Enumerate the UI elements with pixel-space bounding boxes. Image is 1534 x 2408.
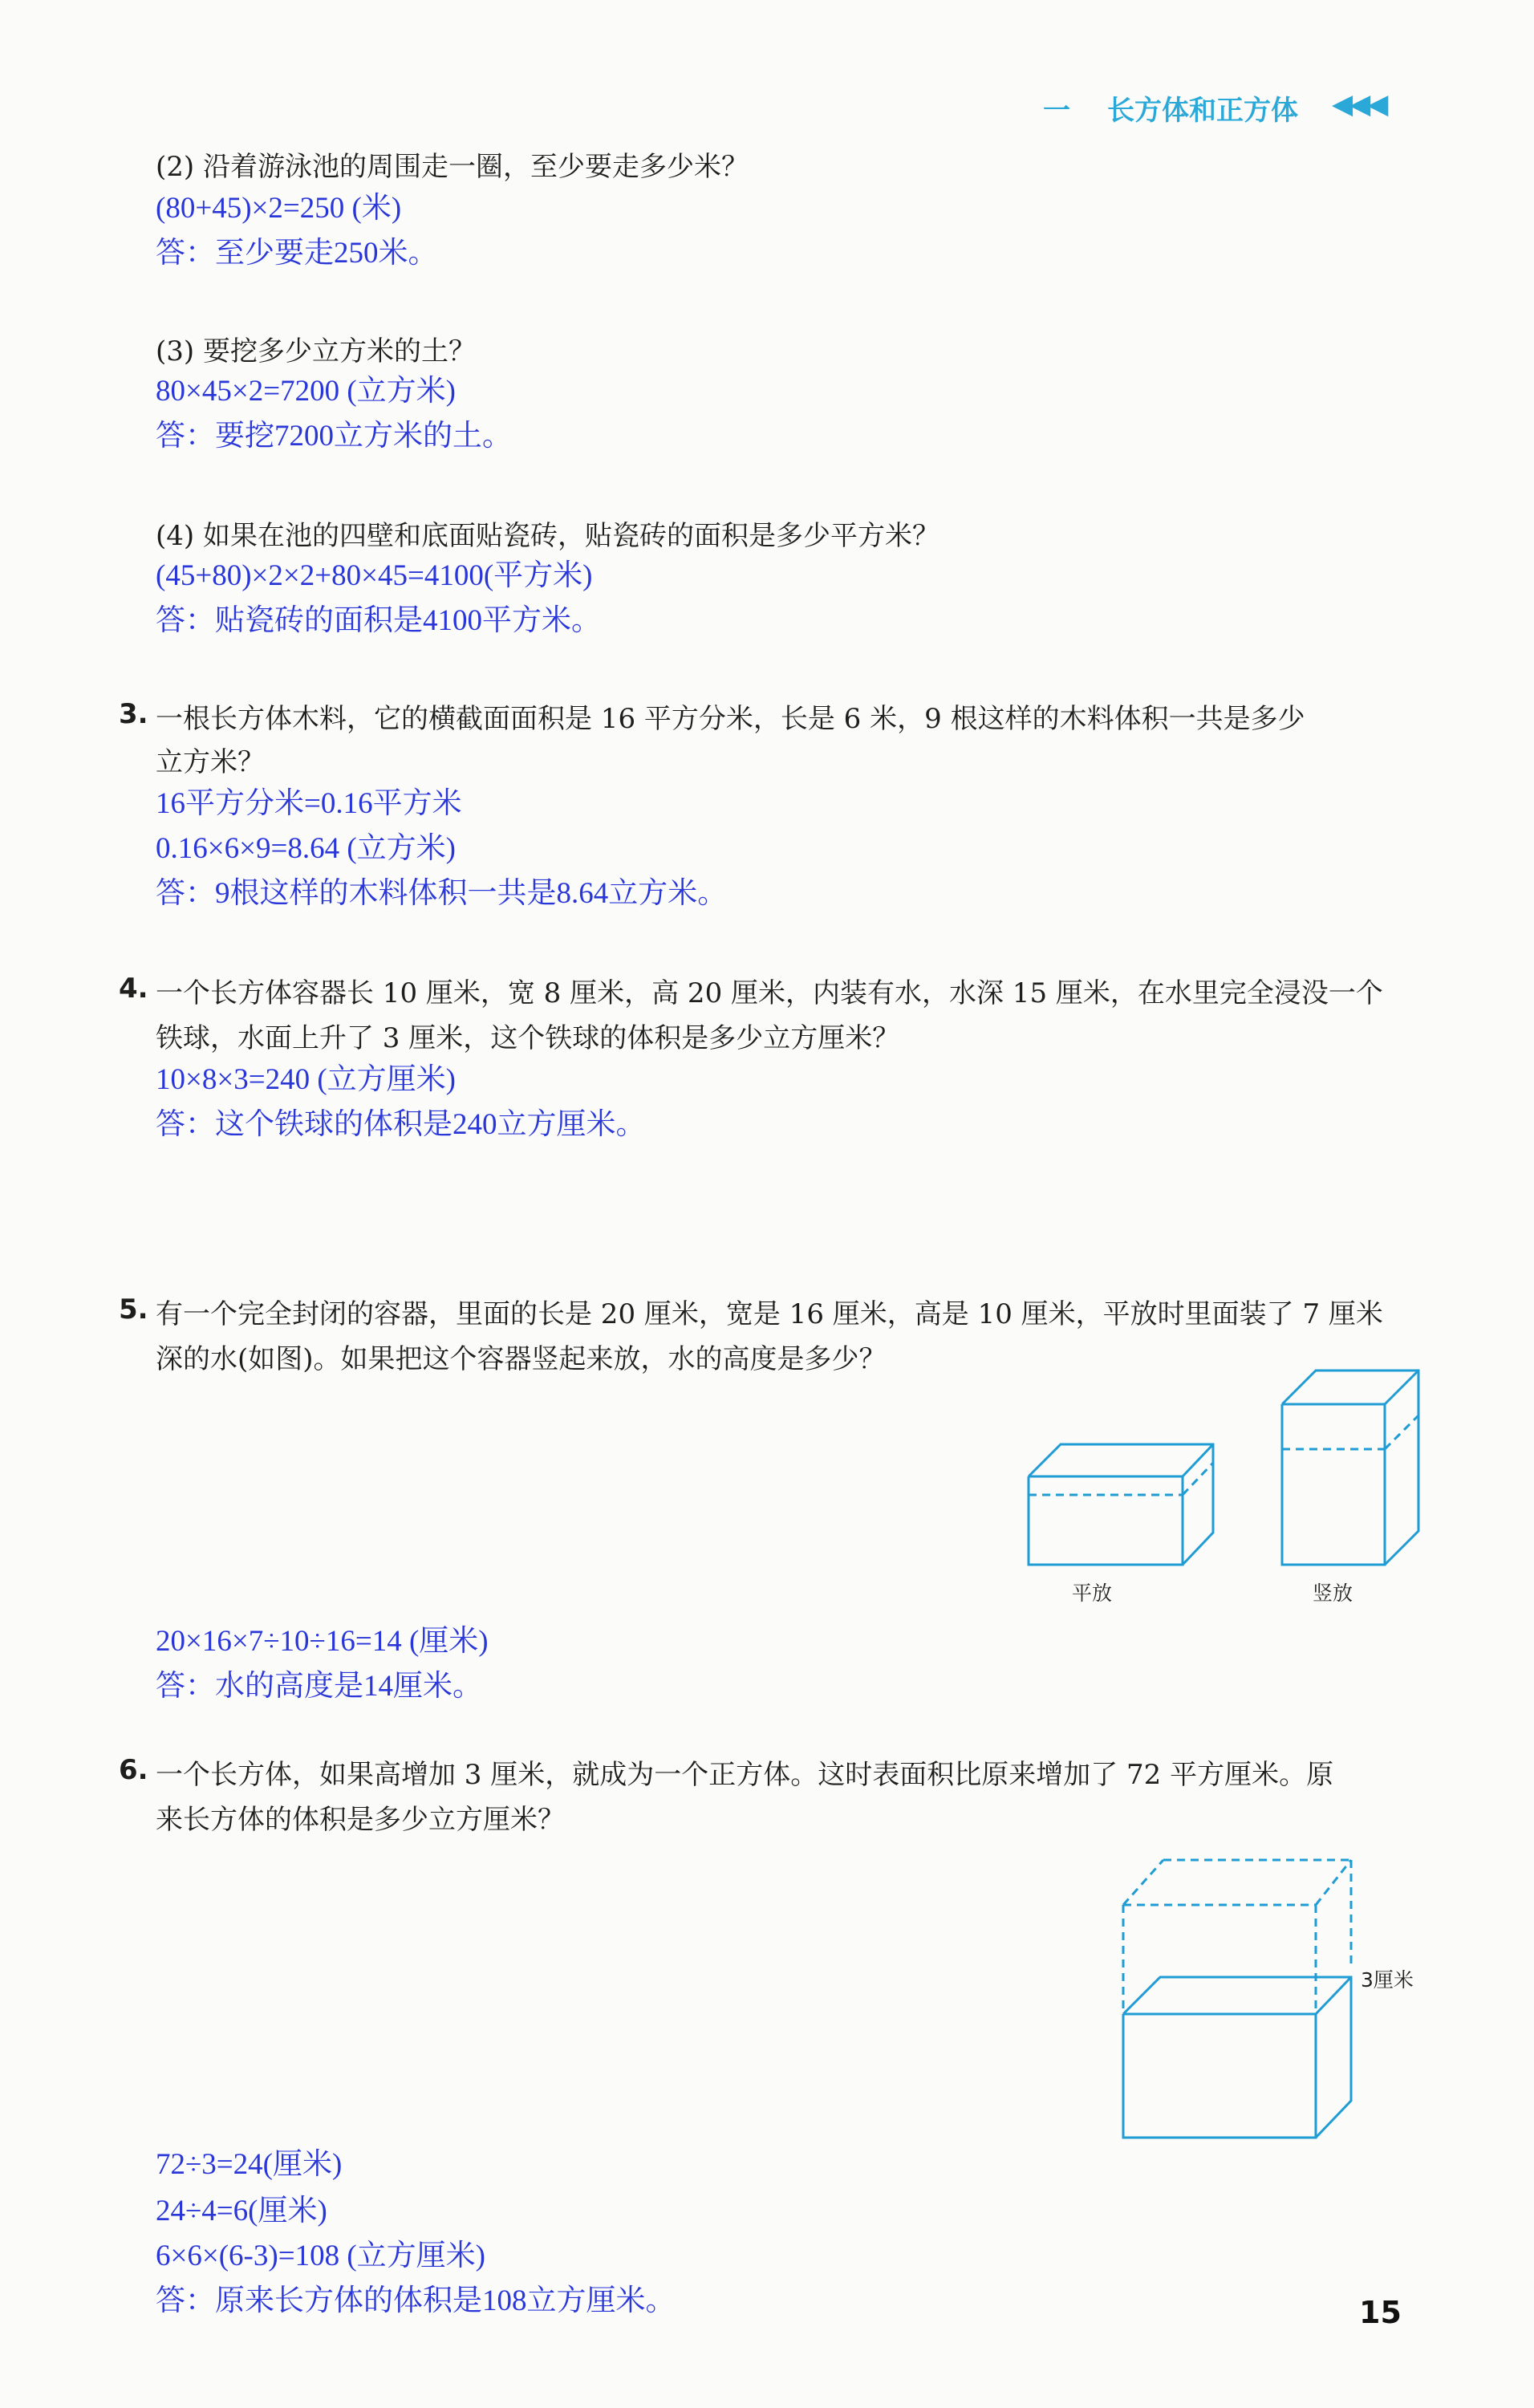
question-2-2: (2) 沿着游泳池的周围走一圈，至少要走多少米？ <box>156 151 749 183</box>
answer-line: (45+80)×2×2+80×45=4100(平方米) <box>156 559 593 592</box>
answer-line: 答：9根这样的木料体积一共是8.64立方米。 <box>156 877 728 910</box>
question-4-line: 铁球，水面上升了 3 厘米，这个铁球的体积是多少立方厘米？ <box>156 1022 900 1054</box>
cuboid-extension-figure <box>1122 1855 1354 2144</box>
answer-line: 答：这个铁球的体积是240立方厘米。 <box>156 1108 646 1141</box>
answer-line: 10×8×3=240 (立方厘米) <box>156 1063 456 1096</box>
answer-line: 72÷3=24(厘米) <box>156 2148 343 2181</box>
question-number: 3. <box>119 698 148 730</box>
question-2-3: (3) 要挖多少立方米的土？ <box>156 335 476 367</box>
question-2-4: (4) 如果在池的四壁和底面贴瓷砖，贴瓷砖的面积是多少平方米？ <box>156 520 939 552</box>
question-number: 4. <box>119 973 148 1005</box>
answer-line: 答：至少要走250米。 <box>156 237 438 270</box>
question-5-line: 有一个完全封闭的容器，里面的长是 20 厘米，宽是 16 厘米，高是 10 厘米，平放时里面装了 7 厘米 <box>156 1298 1383 1330</box>
question-4-line: 一个长方体容器长 10 厘米，宽 8 厘米，高 20 厘米，内装有水，水深 15 厘米，在水里完全浸没一个 <box>156 977 1383 1009</box>
upright-container-figure <box>1280 1369 1422 1569</box>
chapter-title: 长方体和正方体 <box>1107 95 1298 127</box>
answer-line: 6×6×(6-3)=108 (立方厘米) <box>156 2239 485 2272</box>
question-6-line: 一个长方体，如果高增加 3 厘米，就成为一个正方体。这时表面积比原来增加了 72 平方厘米。原 <box>156 1759 1334 1791</box>
answer-line: 80×45×2=7200 (立方米) <box>156 375 456 408</box>
answer-line: (80+45)×2=250 (米) <box>156 192 402 225</box>
header-arrows-icon: ◀◀◀ <box>1332 88 1386 120</box>
header-dash: 一 <box>1043 95 1070 127</box>
caption-flat: 平放 <box>1072 1582 1113 1605</box>
question-6-line: 来长方体的体积是多少立方厘米？ <box>156 1804 565 1836</box>
answer-line: 答：原来长方体的体积是108立方厘米。 <box>156 2284 676 2317</box>
question-5-line: 深的水(如图)。如果把这个容器竖起来放，水的高度是多少？ <box>156 1343 887 1375</box>
answer-line: 答：水的高度是14厘米。 <box>156 1670 482 1703</box>
answer-line: 0.16×6×9=8.64 (立方米) <box>156 832 456 865</box>
figure-label-3cm: 3厘米 <box>1361 1968 1414 1992</box>
answer-line: 24÷4=6(厘米) <box>156 2195 327 2227</box>
answer-line: 答：要挖7200立方米的土。 <box>156 420 512 453</box>
caption-upright: 竖放 <box>1313 1582 1353 1605</box>
question-3-line: 立方米？ <box>156 746 265 778</box>
answer-line: 答：贴瓷砖的面积是4100平方米。 <box>156 604 601 637</box>
answer-line: 20×16×7÷10÷16=14 (厘米) <box>156 1625 489 1658</box>
question-3-line: 一根长方体木料，它的横截面面积是 16 平方分米，长是 6 米，9 根这样的木料体积一共是多少 <box>156 703 1305 735</box>
flat-container-figure <box>1027 1436 1219 1581</box>
question-number: 6. <box>119 1754 148 1786</box>
page-number: 15 <box>1359 2295 1402 2330</box>
answer-line: 16平方分米=0.16平方米 <box>156 787 462 820</box>
question-number: 5. <box>119 1293 148 1326</box>
